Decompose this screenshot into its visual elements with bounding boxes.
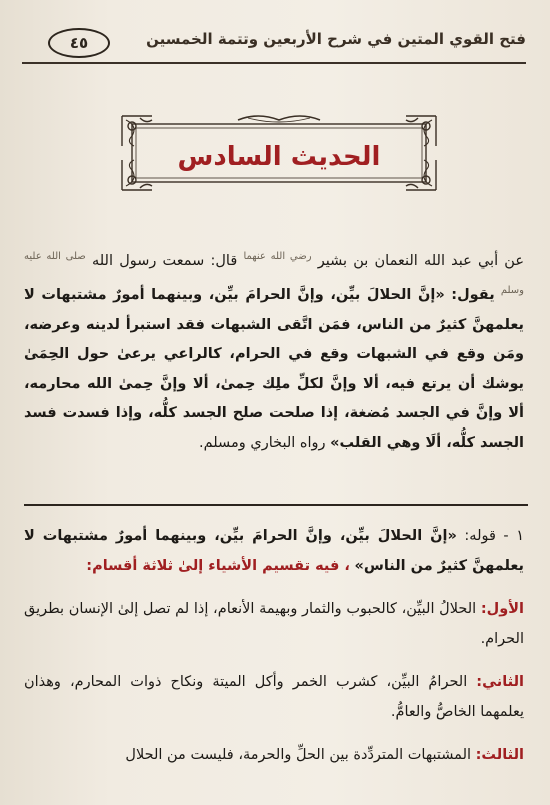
note-1-quote: «إنَّ الحلالَ بيِّن، وإنَّ الحرامَ بيِّن، وبينهما أمورٌ مشتبهات لا يعلمهنَّ كثيرٌ من الناس» (24, 528, 524, 574)
first-label: الأول: (480, 601, 524, 617)
third-label: الثالث: (475, 747, 524, 763)
first-text: الحلالُ البيِّن، كالحبوب والثمار وبهيمة الأنعام، إذا لم تصل إلىٰ الإنسان بطريق الحرام. (24, 601, 524, 647)
third-text: المشتبهات المتردِّدة بين الحلِّ والحرمة، فليست من الحلال (125, 747, 472, 763)
commentary (24, 522, 524, 785)
chapter-title-frame (118, 112, 440, 194)
section-separator (24, 504, 528, 506)
second-text: الحرامُ البيِّن، كشرب الخمر وأكل الميتة ونكاح ذوات المحارم، وهذان يعلمهما الخاصُّ والعامُّ. (24, 674, 524, 720)
note-1 (24, 522, 524, 581)
chapter-title: الحديث السادس (177, 142, 381, 172)
note-1-division: ، فيه تقسيم الأشياء إلىٰ ثلاثة أقسام: (86, 557, 350, 574)
note-third (24, 741, 524, 771)
page-header (22, 22, 526, 62)
hadith-body: يقول: «إنَّ الحلالَ بيِّن، وإنَّ الحرامَ بيِّن، وبينهما أمورٌ مشتبهات لا يعلمهنَّ كثيرٌ من الناس، فمَن اتَّقى الشبهات فقد استبرأ لدينه وعرضه، ومَن وقع في الشبهات وقع في الحرام، كالراعي يرعىٰ حول الحِمَىٰ يوشك أن يرتع فيه، ألا وإنَّ لكلِّ ملِك حِمىٰ، ألا وإنَّ حِمىٰ الله محارمه، ألا وإنَّ في الجسد مُضغة، إذا صلحت صلح الجسد كلُّه، وإذا فسدت فسد الجسد كلُّه، ألَا وهي القلب» (24, 287, 524, 451)
honorific-prophet: صلى الله عليه وسلم (24, 251, 524, 297)
note-1-prefix: ١ - قوله: (456, 528, 524, 544)
note-second (24, 668, 524, 727)
header-rule (22, 62, 526, 64)
running-title: فتح القوي المتين في شرح الأربعين وتتمة الخمسين (146, 30, 526, 48)
second-label: الثاني: (476, 674, 524, 690)
honorific-narrator: رضي الله عنهما (243, 251, 312, 262)
note-first (24, 595, 524, 654)
hadith-intro-2: قال: سمعت رسول الله (91, 252, 238, 269)
hadith-source: رواه البخاري ومسلم. (198, 434, 326, 451)
hadith-text (24, 242, 524, 458)
page-number: ٤٥ (48, 28, 110, 58)
hadith-intro: عن أبي عبد الله النعمان بن بشير (317, 252, 524, 269)
